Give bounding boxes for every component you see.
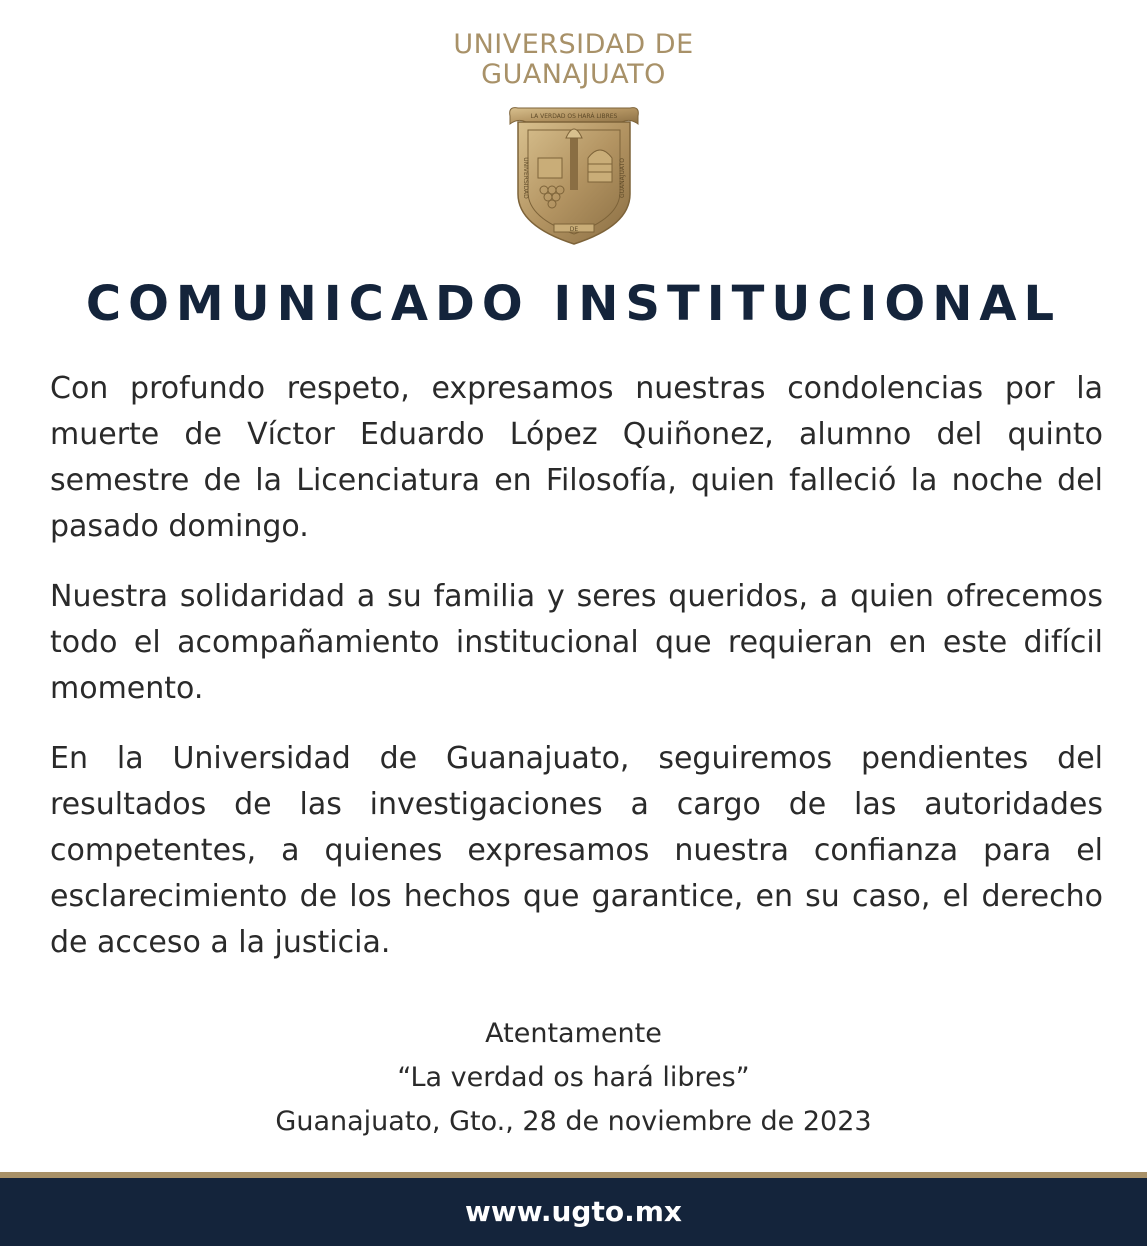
university-seal	[504, 98, 644, 248]
university-name-line1: UNIVERSIDAD DE	[453, 29, 694, 60]
header	[0, 30, 1147, 248]
statement-body	[50, 366, 1103, 990]
paragraph-condolences: Con profundo respeto, expresamos nuestras condolencias por la muerte de Víctor Eduardo López Quiñonez, alumno del quinto semestre de la Licenciatura en Filosofía, quien falleció la noche del pasado domingo.	[50, 371, 1103, 544]
website-link[interactable]: www.ugto.mx	[465, 1195, 682, 1228]
seal-motto-text: LA VERDAD OS HARÁ LIBRES	[530, 113, 617, 120]
page-title: COMUNICADO INSTITUCIONAL	[85, 276, 1062, 332]
paragraph-investigation: En la Universidad de Guanajuato, seguiremos pendientes del resultados de las investigaciones a cargo de las autoridades competentes, a quienes expresamos nuestra confianza para el esclarecimiento de los hechos que garantice, en su caso, el derecho de acceso a la justicia.	[50, 741, 1103, 960]
seal-right-text: GUANAJUATO	[618, 158, 626, 198]
seal-bottom-text: DE	[569, 226, 578, 233]
closing-motto: “La verdad os hará libres”	[397, 1062, 750, 1093]
closing-signature	[0, 1012, 1147, 1144]
university-seal-icon	[504, 98, 644, 248]
seal-left-text: UNIVERSIDAD	[521, 157, 529, 199]
university-name-line2: GUANAJUATO	[481, 59, 666, 90]
closing-regards: Atentamente	[485, 1018, 662, 1049]
closing-place-date: Guanajuato, Gto., 28 de noviembre de 2023	[275, 1106, 872, 1137]
footer	[0, 1178, 1147, 1246]
paragraph-solidarity: Nuestra solidaridad a su familia y seres queridos, a quien ofrecemos todo el acompañamiento institucional que requieran en este difícil momento.	[50, 579, 1103, 706]
